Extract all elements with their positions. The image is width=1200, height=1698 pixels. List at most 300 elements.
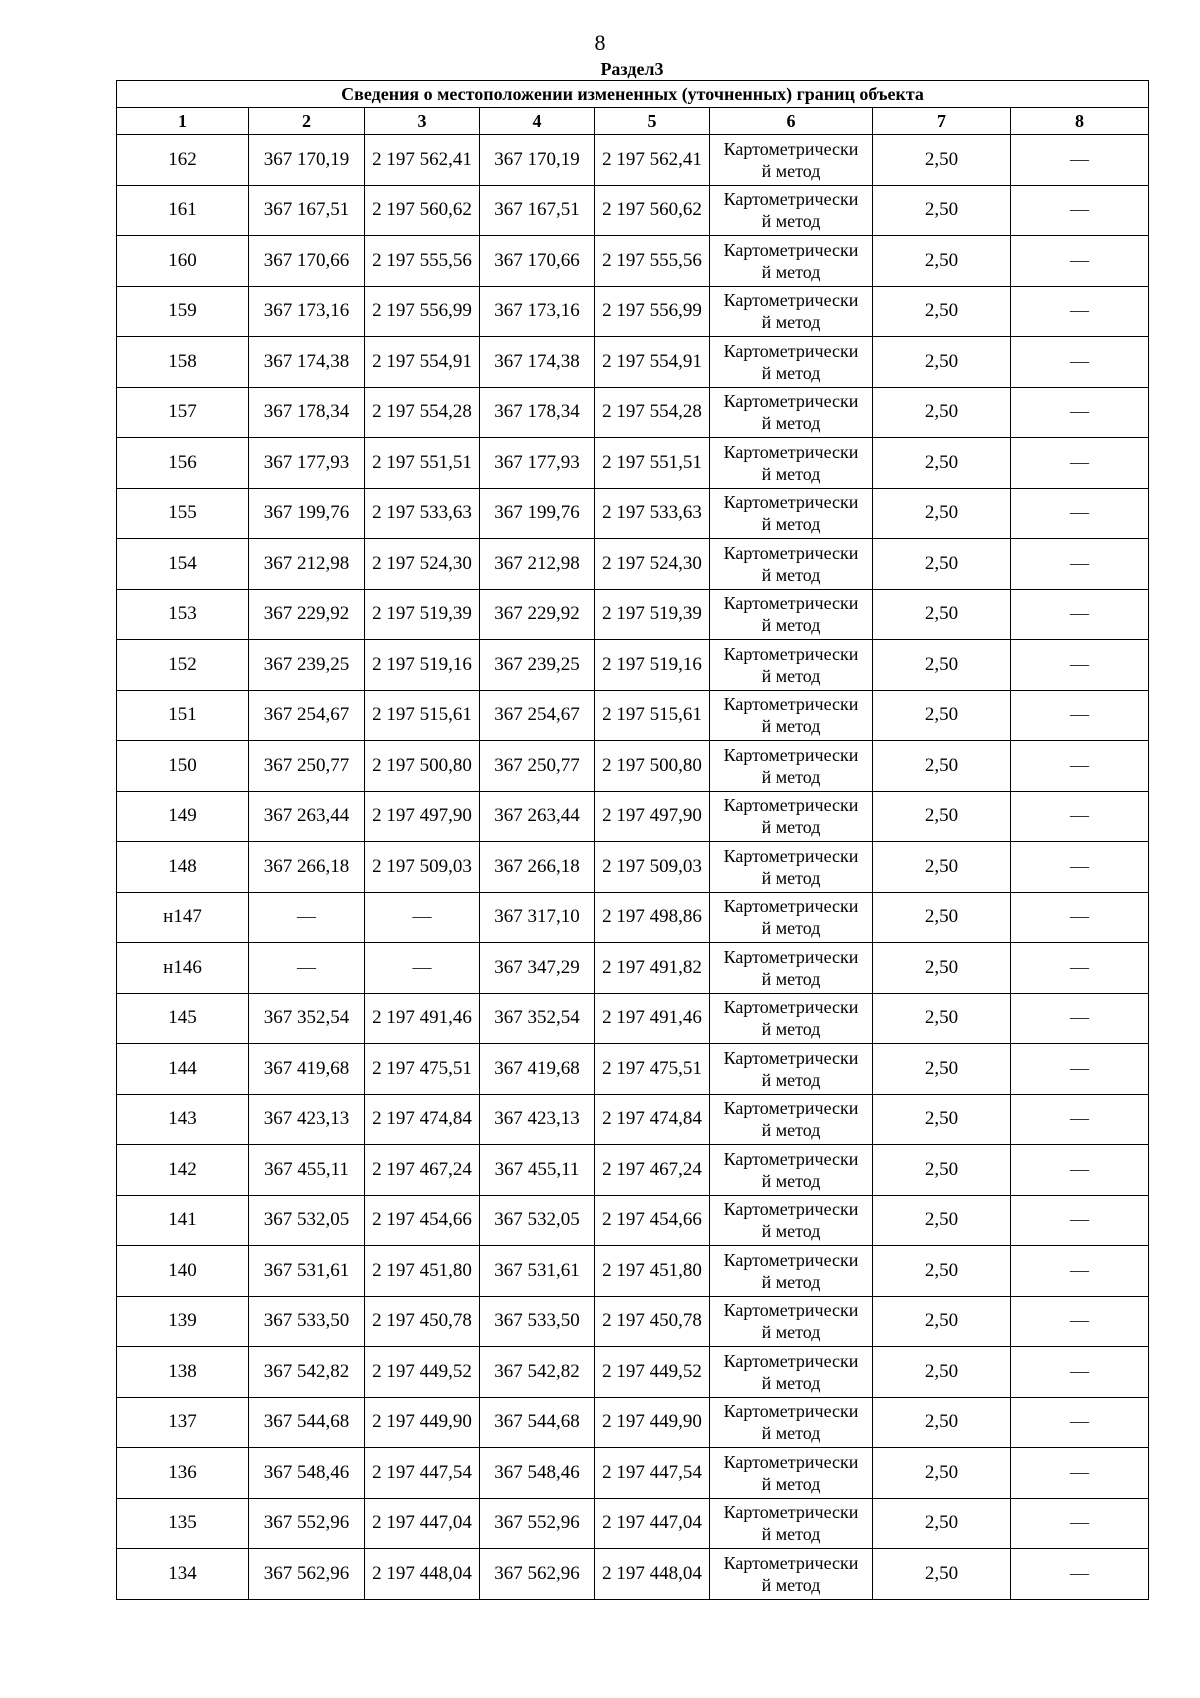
method-text-line2: й метод xyxy=(761,1019,821,1040)
y-existing-cell: 2 197 509,03 xyxy=(365,842,480,893)
y-updated-cell: 2 197 447,04 xyxy=(595,1498,710,1549)
method-text-line2: й метод xyxy=(761,1372,821,1393)
table-row xyxy=(117,1094,1149,1145)
accuracy-cell: 2,50 xyxy=(873,943,1011,994)
x-updated-cell: 367 542,82 xyxy=(480,1347,595,1398)
point-cell: 139 xyxy=(117,1296,249,1347)
y-existing-cell: 2 197 554,28 xyxy=(365,387,480,438)
method-text-line2: й метод xyxy=(761,1271,821,1292)
accuracy-cell: 2,50 xyxy=(873,1448,1011,1499)
method-text-line2: й метод xyxy=(761,766,821,787)
method-text-line1: Картометрически xyxy=(723,1047,859,1068)
table-row xyxy=(117,1498,1149,1549)
y-updated-cell: 2 197 551,51 xyxy=(595,438,710,489)
method-text-line2: й метод xyxy=(761,160,821,181)
description-cell: — xyxy=(1011,1246,1149,1297)
x-existing-cell: 367 239,25 xyxy=(249,640,365,691)
description-cell: — xyxy=(1011,842,1149,893)
column-number: 3 xyxy=(365,108,480,135)
point-cell: 155 xyxy=(117,488,249,539)
description-cell: — xyxy=(1011,741,1149,792)
x-updated-cell: 367 317,10 xyxy=(480,892,595,943)
table-row xyxy=(117,539,1149,590)
method-cell xyxy=(710,337,873,388)
x-existing-cell: 367 177,93 xyxy=(249,438,365,489)
method-text-line1: Картометрически xyxy=(723,694,859,715)
description-cell: — xyxy=(1011,1145,1149,1196)
point-cell: 158 xyxy=(117,337,249,388)
y-existing-cell: 2 197 555,56 xyxy=(365,236,480,287)
x-updated-cell: 367 455,11 xyxy=(480,1145,595,1196)
method-cell xyxy=(710,842,873,893)
table-row xyxy=(117,438,1149,489)
y-updated-cell: 2 197 474,84 xyxy=(595,1094,710,1145)
x-existing-cell: 367 174,38 xyxy=(249,337,365,388)
x-updated-cell: 367 552,96 xyxy=(480,1498,595,1549)
x-updated-cell: 367 352,54 xyxy=(480,993,595,1044)
description-cell: — xyxy=(1011,1044,1149,1095)
point-cell: 157 xyxy=(117,387,249,438)
method-text-line1: Картометрически xyxy=(723,1098,859,1119)
method-cell xyxy=(710,589,873,640)
description-cell: — xyxy=(1011,1195,1149,1246)
x-updated-cell: 367 178,34 xyxy=(480,387,595,438)
description-cell: — xyxy=(1011,1296,1149,1347)
point-cell: 162 xyxy=(117,135,249,186)
method-text-line1: Картометрически xyxy=(723,1249,859,1270)
point-cell: 140 xyxy=(117,1246,249,1297)
point-cell: 134 xyxy=(117,1549,249,1600)
table-row xyxy=(117,943,1149,994)
point-cell: 151 xyxy=(117,690,249,741)
description-cell: — xyxy=(1011,1498,1149,1549)
x-existing-cell: 367 532,05 xyxy=(249,1195,365,1246)
y-existing-cell: 2 197 451,80 xyxy=(365,1246,480,1297)
method-text-line2: й метод xyxy=(761,1473,821,1494)
method-text-line1: Картометрически xyxy=(723,744,859,765)
table-row xyxy=(117,135,1149,186)
method-text-line2: й метод xyxy=(761,918,821,939)
point-cell: 142 xyxy=(117,1145,249,1196)
accuracy-cell: 2,50 xyxy=(873,589,1011,640)
method-text-line2: й метод xyxy=(761,615,821,636)
method-cell xyxy=(710,943,873,994)
y-updated-cell: 2 197 562,41 xyxy=(595,135,710,186)
method-text-line1: Картометрически xyxy=(723,795,859,816)
method-cell xyxy=(710,640,873,691)
y-existing-cell: 2 197 447,54 xyxy=(365,1448,480,1499)
x-updated-cell: 367 562,96 xyxy=(480,1549,595,1600)
method-text-line1: Картометрически xyxy=(723,441,859,462)
method-text-line2: й метод xyxy=(761,413,821,434)
y-updated-cell: 2 197 451,80 xyxy=(595,1246,710,1297)
y-existing-cell: 2 197 491,46 xyxy=(365,993,480,1044)
y-updated-cell: 2 197 449,90 xyxy=(595,1397,710,1448)
y-updated-cell: 2 197 498,86 xyxy=(595,892,710,943)
column-number: 4 xyxy=(480,108,595,135)
y-updated-cell: 2 197 560,62 xyxy=(595,185,710,236)
description-cell: — xyxy=(1011,1397,1149,1448)
y-updated-cell: 2 197 555,56 xyxy=(595,236,710,287)
point-cell: 136 xyxy=(117,1448,249,1499)
method-text-line2: й метод xyxy=(761,1423,821,1444)
method-cell xyxy=(710,1498,873,1549)
x-updated-cell: 367 347,29 xyxy=(480,943,595,994)
y-updated-cell: 2 197 450,78 xyxy=(595,1296,710,1347)
y-updated-cell: 2 197 554,91 xyxy=(595,337,710,388)
y-existing-cell: 2 197 556,99 xyxy=(365,286,480,337)
accuracy-cell: 2,50 xyxy=(873,1549,1011,1600)
x-updated-cell: 367 212,98 xyxy=(480,539,595,590)
table-caption: Сведения о местоположении измененных (уточненных) границ объекта xyxy=(117,81,1149,108)
accuracy-cell: 2,50 xyxy=(873,1347,1011,1398)
method-cell xyxy=(710,791,873,842)
table-row xyxy=(117,1448,1149,1499)
description-cell: — xyxy=(1011,337,1149,388)
table-row xyxy=(117,337,1149,388)
table-row xyxy=(117,1195,1149,1246)
method-text-line1: Картометрически xyxy=(723,997,859,1018)
accuracy-cell: 2,50 xyxy=(873,1498,1011,1549)
x-existing-cell: 367 229,92 xyxy=(249,589,365,640)
x-existing-cell: 367 544,68 xyxy=(249,1397,365,1448)
description-cell: — xyxy=(1011,589,1149,640)
x-updated-cell: 367 239,25 xyxy=(480,640,595,691)
description-cell: — xyxy=(1011,387,1149,438)
accuracy-cell: 2,50 xyxy=(873,1246,1011,1297)
accuracy-cell: 2,50 xyxy=(873,185,1011,236)
method-text-line2: й метод xyxy=(761,1524,821,1545)
method-text-line1: Картометрически xyxy=(723,1199,859,1220)
y-updated-cell: 2 197 467,24 xyxy=(595,1145,710,1196)
method-cell xyxy=(710,236,873,287)
x-existing-cell: 367 352,54 xyxy=(249,993,365,1044)
method-text-line2: й метод xyxy=(761,665,821,686)
x-updated-cell: 367 533,50 xyxy=(480,1296,595,1347)
accuracy-cell: 2,50 xyxy=(873,842,1011,893)
accuracy-cell: 2,50 xyxy=(873,1296,1011,1347)
method-text-line2: й метод xyxy=(761,968,821,989)
table-row xyxy=(117,640,1149,691)
method-text-line1: Картометрически xyxy=(723,643,859,664)
point-cell: 144 xyxy=(117,1044,249,1095)
method-text-line1: Картометрически xyxy=(723,845,859,866)
method-cell xyxy=(710,488,873,539)
x-existing-cell: 367 552,96 xyxy=(249,1498,365,1549)
x-updated-cell: 367 532,05 xyxy=(480,1195,595,1246)
x-existing-cell: 367 173,16 xyxy=(249,286,365,337)
y-existing-cell: 2 197 449,52 xyxy=(365,1347,480,1398)
method-text-line2: й метод xyxy=(761,362,821,383)
accuracy-cell: 2,50 xyxy=(873,690,1011,741)
y-existing-cell: 2 197 515,61 xyxy=(365,690,480,741)
description-cell: — xyxy=(1011,539,1149,590)
y-updated-cell: 2 197 475,51 xyxy=(595,1044,710,1095)
y-existing-cell: 2 197 500,80 xyxy=(365,741,480,792)
method-text-line2: й метод xyxy=(761,1574,821,1595)
point-cell: 138 xyxy=(117,1347,249,1398)
accuracy-cell: 2,50 xyxy=(873,640,1011,691)
x-existing-cell: 367 199,76 xyxy=(249,488,365,539)
accuracy-cell: 2,50 xyxy=(873,1044,1011,1095)
method-text-line1: Картометрически xyxy=(723,1148,859,1169)
table-row xyxy=(117,387,1149,438)
x-updated-cell: 367 174,38 xyxy=(480,337,595,388)
method-text-line2: й метод xyxy=(761,564,821,585)
x-existing-cell: 367 533,50 xyxy=(249,1296,365,1347)
x-updated-cell: 367 167,51 xyxy=(480,185,595,236)
column-number-row xyxy=(117,108,1149,135)
column-number: 5 xyxy=(595,108,710,135)
description-cell: — xyxy=(1011,1448,1149,1499)
table-row xyxy=(117,1145,1149,1196)
y-existing-cell: 2 197 447,04 xyxy=(365,1498,480,1549)
x-updated-cell: 367 544,68 xyxy=(480,1397,595,1448)
table-row xyxy=(117,286,1149,337)
method-text-line1: Картометрически xyxy=(723,290,859,311)
y-existing-cell: 2 197 450,78 xyxy=(365,1296,480,1347)
point-cell: н147 xyxy=(117,892,249,943)
x-existing-cell: 367 542,82 xyxy=(249,1347,365,1398)
x-existing-cell: 367 531,61 xyxy=(249,1246,365,1297)
accuracy-cell: 2,50 xyxy=(873,539,1011,590)
description-cell: — xyxy=(1011,993,1149,1044)
y-existing-cell: 2 197 497,90 xyxy=(365,791,480,842)
column-number: 8 xyxy=(1011,108,1149,135)
table-row xyxy=(117,185,1149,236)
method-cell xyxy=(710,438,873,489)
description-cell: — xyxy=(1011,185,1149,236)
method-cell xyxy=(710,1246,873,1297)
coordinates-table xyxy=(116,80,1149,1600)
accuracy-cell: 2,50 xyxy=(873,791,1011,842)
method-text-line1: Картометрически xyxy=(723,946,859,967)
x-existing-cell: 367 423,13 xyxy=(249,1094,365,1145)
y-updated-cell: 2 197 454,66 xyxy=(595,1195,710,1246)
method-text-line2: й метод xyxy=(761,867,821,888)
x-updated-cell: 367 199,76 xyxy=(480,488,595,539)
description-cell: — xyxy=(1011,1347,1149,1398)
accuracy-cell: 2,50 xyxy=(873,993,1011,1044)
description-cell: — xyxy=(1011,690,1149,741)
accuracy-cell: 2,50 xyxy=(873,892,1011,943)
point-cell: 135 xyxy=(117,1498,249,1549)
x-existing-cell: 367 548,46 xyxy=(249,1448,365,1499)
table-row xyxy=(117,741,1149,792)
y-existing-cell: 2 197 551,51 xyxy=(365,438,480,489)
method-text-line2: й метод xyxy=(761,1322,821,1343)
x-existing-cell: — xyxy=(249,892,365,943)
table-row xyxy=(117,1296,1149,1347)
x-existing-cell: 367 250,77 xyxy=(249,741,365,792)
description-cell: — xyxy=(1011,1094,1149,1145)
x-updated-cell: 367 419,68 xyxy=(480,1044,595,1095)
method-cell xyxy=(710,1044,873,1095)
y-existing-cell: 2 197 560,62 xyxy=(365,185,480,236)
method-text-line1: Картометрически xyxy=(723,593,859,614)
point-cell: 143 xyxy=(117,1094,249,1145)
y-updated-cell: 2 197 448,04 xyxy=(595,1549,710,1600)
x-existing-cell: 367 170,19 xyxy=(249,135,365,186)
point-cell: 141 xyxy=(117,1195,249,1246)
method-text-line1: Картометрически xyxy=(723,1300,859,1321)
method-text-line2: й метод xyxy=(761,1120,821,1141)
method-text-line1: Картометрически xyxy=(723,1401,859,1422)
description-cell: — xyxy=(1011,135,1149,186)
accuracy-cell: 2,50 xyxy=(873,1195,1011,1246)
y-existing-cell: 2 197 554,91 xyxy=(365,337,480,388)
table-row xyxy=(117,892,1149,943)
method-text-line2: й метод xyxy=(761,463,821,484)
method-text-line2: й метод xyxy=(761,312,821,333)
accuracy-cell: 2,50 xyxy=(873,135,1011,186)
y-existing-cell: 2 197 449,90 xyxy=(365,1397,480,1448)
method-cell xyxy=(710,690,873,741)
accuracy-cell: 2,50 xyxy=(873,1397,1011,1448)
description-cell: — xyxy=(1011,286,1149,337)
accuracy-cell: 2,50 xyxy=(873,286,1011,337)
method-text-line2: й метод xyxy=(761,716,821,737)
accuracy-cell: 2,50 xyxy=(873,387,1011,438)
point-cell: 159 xyxy=(117,286,249,337)
point-cell: 152 xyxy=(117,640,249,691)
y-updated-cell: 2 197 524,30 xyxy=(595,539,710,590)
accuracy-cell: 2,50 xyxy=(873,488,1011,539)
method-cell xyxy=(710,387,873,438)
y-updated-cell: 2 197 519,16 xyxy=(595,640,710,691)
method-text-line2: й метод xyxy=(761,514,821,535)
x-updated-cell: 367 170,66 xyxy=(480,236,595,287)
method-cell xyxy=(710,1296,873,1347)
table-row xyxy=(117,1397,1149,1448)
y-existing-cell: 2 197 467,24 xyxy=(365,1145,480,1196)
method-cell xyxy=(710,1397,873,1448)
method-cell xyxy=(710,286,873,337)
accuracy-cell: 2,50 xyxy=(873,337,1011,388)
method-cell xyxy=(710,1145,873,1196)
method-cell xyxy=(710,1549,873,1600)
table-row xyxy=(117,236,1149,287)
method-text-line1: Картометрически xyxy=(723,1502,859,1523)
method-text-line1: Картометрически xyxy=(723,189,859,210)
method-text-line1: Картометрически xyxy=(723,391,859,412)
table-row xyxy=(117,1347,1149,1398)
method-cell xyxy=(710,1448,873,1499)
y-updated-cell: 2 197 519,39 xyxy=(595,589,710,640)
accuracy-cell: 2,50 xyxy=(873,236,1011,287)
y-updated-cell: 2 197 449,52 xyxy=(595,1347,710,1398)
method-text-line1: Картометрически xyxy=(723,896,859,917)
x-existing-cell: 367 178,34 xyxy=(249,387,365,438)
table-row xyxy=(117,1549,1149,1600)
table-row xyxy=(117,589,1149,640)
x-existing-cell: 367 170,66 xyxy=(249,236,365,287)
method-text-line1: Картометрически xyxy=(723,492,859,513)
description-cell: — xyxy=(1011,1549,1149,1600)
x-existing-cell: 367 212,98 xyxy=(249,539,365,590)
description-cell: — xyxy=(1011,640,1149,691)
method-cell xyxy=(710,892,873,943)
accuracy-cell: 2,50 xyxy=(873,1145,1011,1196)
method-text-line2: й метод xyxy=(761,211,821,232)
x-updated-cell: 367 254,67 xyxy=(480,690,595,741)
y-existing-cell: 2 197 475,51 xyxy=(365,1044,480,1095)
method-text-line1: Картометрически xyxy=(723,1552,859,1573)
point-cell: 148 xyxy=(117,842,249,893)
method-text-line2: й метод xyxy=(761,817,821,838)
point-cell: 154 xyxy=(117,539,249,590)
y-updated-cell: 2 197 533,63 xyxy=(595,488,710,539)
y-existing-cell: 2 197 524,30 xyxy=(365,539,480,590)
x-updated-cell: 367 266,18 xyxy=(480,842,595,893)
x-updated-cell: 367 263,44 xyxy=(480,791,595,842)
method-cell xyxy=(710,539,873,590)
method-text-line2: й метод xyxy=(761,261,821,282)
method-text-line1: Картометрически xyxy=(723,1451,859,1472)
y-updated-cell: 2 197 491,82 xyxy=(595,943,710,994)
y-existing-cell: 2 197 519,16 xyxy=(365,640,480,691)
y-existing-cell: 2 197 533,63 xyxy=(365,488,480,539)
table-row xyxy=(117,993,1149,1044)
table-row xyxy=(117,1246,1149,1297)
y-updated-cell: 2 197 556,99 xyxy=(595,286,710,337)
y-updated-cell: 2 197 497,90 xyxy=(595,791,710,842)
method-text-line1: Картометрически xyxy=(723,340,859,361)
accuracy-cell: 2,50 xyxy=(873,741,1011,792)
method-cell xyxy=(710,1347,873,1398)
y-updated-cell: 2 197 515,61 xyxy=(595,690,710,741)
y-updated-cell: 2 197 554,28 xyxy=(595,387,710,438)
x-updated-cell: 367 548,46 xyxy=(480,1448,595,1499)
method-text-line2: й метод xyxy=(761,1069,821,1090)
method-cell xyxy=(710,135,873,186)
method-text-line1: Картометрически xyxy=(723,542,859,563)
description-cell: — xyxy=(1011,236,1149,287)
table-row xyxy=(117,791,1149,842)
x-updated-cell: 367 250,77 xyxy=(480,741,595,792)
method-text-line2: й метод xyxy=(761,1221,821,1242)
method-text-line1: Картометрически xyxy=(723,239,859,260)
point-cell: 137 xyxy=(117,1397,249,1448)
column-number: 1 xyxy=(117,108,249,135)
x-existing-cell: 367 254,67 xyxy=(249,690,365,741)
point-cell: 160 xyxy=(117,236,249,287)
x-updated-cell: 367 229,92 xyxy=(480,589,595,640)
y-updated-cell: 2 197 447,54 xyxy=(595,1448,710,1499)
column-number: 6 xyxy=(710,108,873,135)
x-updated-cell: 367 177,93 xyxy=(480,438,595,489)
method-text-line2: й метод xyxy=(761,1170,821,1191)
description-cell: — xyxy=(1011,438,1149,489)
x-updated-cell: 367 173,16 xyxy=(480,286,595,337)
table-row xyxy=(117,842,1149,893)
y-updated-cell: 2 197 491,46 xyxy=(595,993,710,1044)
y-updated-cell: 2 197 500,80 xyxy=(595,741,710,792)
point-cell: 149 xyxy=(117,791,249,842)
section-title: Раздел3 xyxy=(600,59,664,79)
x-existing-cell: 367 562,96 xyxy=(249,1549,365,1600)
table-row xyxy=(117,690,1149,741)
x-existing-cell: 367 419,68 xyxy=(249,1044,365,1095)
y-updated-cell: 2 197 509,03 xyxy=(595,842,710,893)
x-existing-cell: 367 263,44 xyxy=(249,791,365,842)
x-existing-cell: — xyxy=(249,943,365,994)
x-updated-cell: 367 170,19 xyxy=(480,135,595,186)
accuracy-cell: 2,50 xyxy=(873,1094,1011,1145)
x-updated-cell: 367 423,13 xyxy=(480,1094,595,1145)
method-text-line1: Картометрически xyxy=(723,1350,859,1371)
point-cell: 156 xyxy=(117,438,249,489)
